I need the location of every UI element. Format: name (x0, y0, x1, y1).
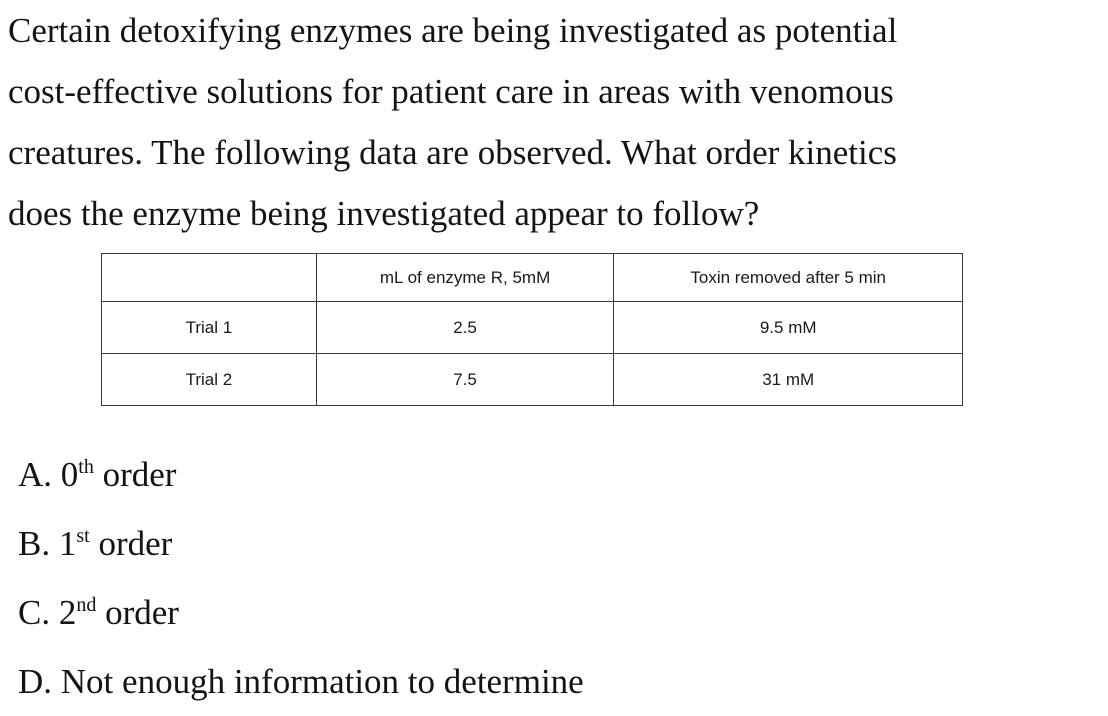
table-cell: 31 mM (614, 354, 963, 406)
question-line: cost-effective solutions for patient care in areas with venomous (8, 72, 894, 111)
answer-options (18, 440, 584, 716)
option-text: Not enough information to determine (60, 662, 584, 701)
table-header-cell: Toxin removed after 5 min (614, 254, 963, 302)
option-suffix: th (78, 456, 94, 478)
table-header-cell: mL of enzyme R, 5mM (316, 254, 614, 302)
option-number: 0 (60, 455, 79, 494)
data-table (101, 253, 963, 406)
table-cell: 2.5 (316, 302, 614, 354)
table-cell: Trial 2 (102, 354, 317, 406)
option-suffix: nd (76, 594, 97, 616)
option-b[interactable] (18, 509, 584, 578)
option-text: order (102, 455, 177, 494)
option-letter: D. (18, 662, 53, 701)
option-a[interactable] (18, 440, 584, 509)
question-line: does the enzyme being investigated appear to follow? (8, 194, 760, 233)
option-c[interactable] (18, 578, 584, 647)
option-letter: B. (18, 524, 51, 563)
option-number: 1 (58, 524, 77, 563)
option-text: order (105, 593, 179, 632)
option-d[interactable] (18, 647, 584, 716)
option-suffix: st (76, 525, 90, 547)
table-cell: 9.5 mM (614, 302, 963, 354)
table-cell: 7.5 (316, 354, 614, 406)
table-row (102, 354, 963, 406)
option-letter: C. (18, 593, 51, 632)
option-letter: A. (18, 455, 53, 494)
table-cell: Trial 1 (102, 302, 317, 354)
table-row (102, 302, 963, 354)
question-line: Certain detoxifying enzymes are being investigated as potential (8, 11, 898, 50)
option-number: 2 (58, 593, 77, 632)
question-text (8, 0, 1104, 244)
table-header-row (102, 254, 963, 302)
option-text: order (98, 524, 173, 563)
question-line: creatures. The following data are observed. What order kinetics (8, 133, 897, 172)
table-header-cell (102, 254, 317, 302)
